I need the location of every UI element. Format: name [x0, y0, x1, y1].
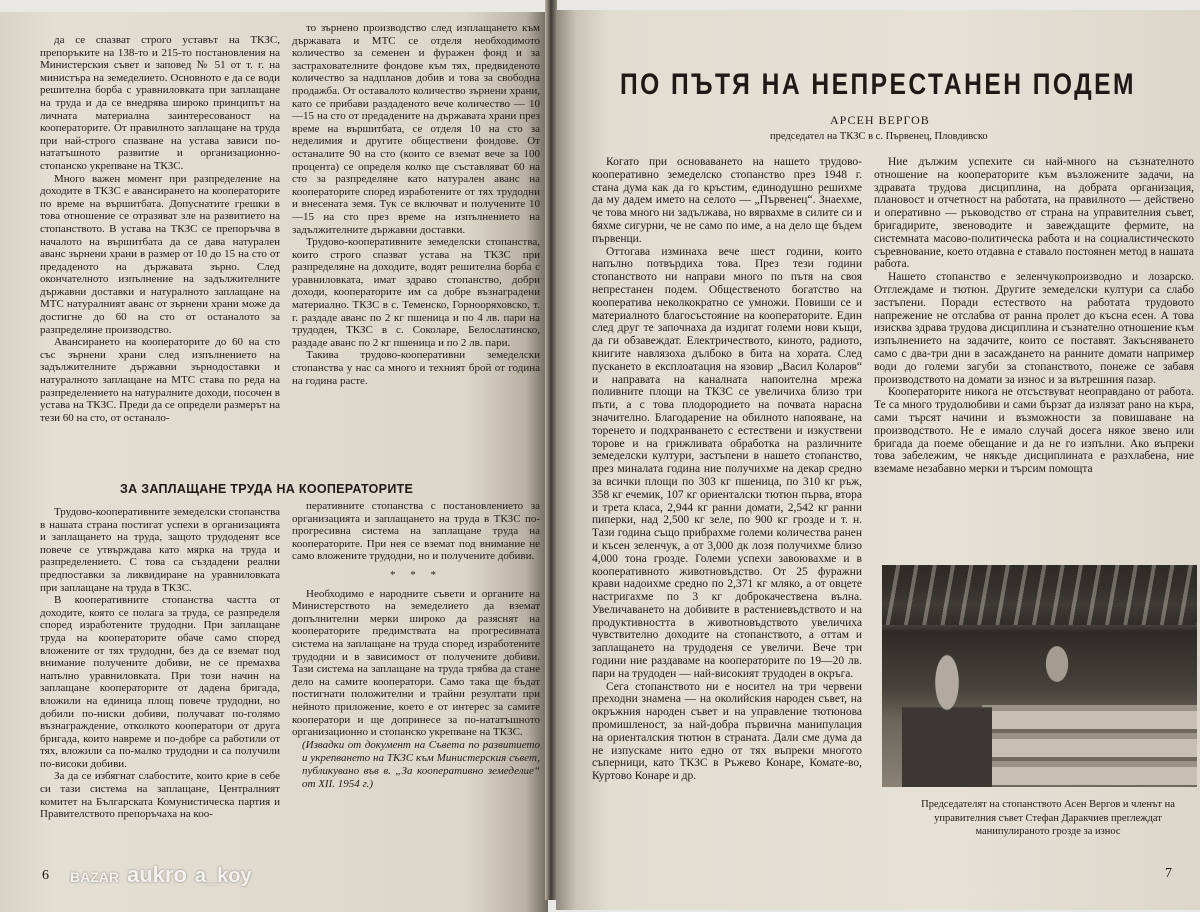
paragraph: Кооператорите никога не отсъствуват неоправдано от работа. Те са много трудолюбиви и сами бързат да излязат рано на къра, сами търсят начини и възможности за повишаване на производството. Не е имало случай досега някое звено или бригада да поеме обещание и да не го изпълни. Ако въпреки това забележим, че някъде дисциплината е разхлабена, ние вземаме незабавно мерки и търсим помощта: [874, 386, 1194, 476]
photo-caption: Председателят на стопанството Асен Вергов и членът на управителния съвет Стефан Даракчиев преглеждат манипулираното грозде за износ: [921, 799, 1175, 837]
paragraph: то зърнено производство след изплащането към държавата и МТС се отделя необходимото количество за семенен и фуражен фонд и за застрахователните фондове към тях, предвиденото количество за надпланов добив и това за свободна продажба. От оставалото количество зърнени храни, като се прибави раздаденото вече количество — 10—15 на сто от предадените на държавата храни през време на вършитбата, се отделя 10 на сто за неделимия и другите обществени фондове. От останалите 90 на сто (които се вземат вече за 100 процента) се определя колко ще съставляват 60 на сто за разпределяне като натурален аванс на кооператорите според изработените от тях трудодни и внесената земя. Тук се включват и получените 10—15 на сто през време на изпълнението на задължителните държавни доставки.: [292, 22, 540, 236]
photo-grape-crates: [982, 705, 1197, 787]
paragraph: Нашето стопанство е зеленчукопроизводно и лозарско. Отглеждаме и тютюн. Другите земеделски култури са слабо застъпени. Поради естеството на работата трудовото напрежение не отслабва от ранна пролет до късна есен. А това изисква здрава трудова дисциплина и съзнателно отношение към изпълнението на задачите, които се поставят. Закъсняването само с два-три дни в засаждането на ранните домати например води до големи загуби за стопанството, понеже се забавя производството на домати за износ и за вътрешния пазар.: [874, 271, 1194, 386]
left-column-1: [40, 34, 280, 424]
watermark-text: aukro: [127, 862, 187, 887]
left-column-3: [40, 506, 280, 821]
paragraph: Такива трудово-кооперативни земеделски стопанства у нас са много и техният брой от година на година расте.: [292, 349, 540, 387]
source-note: (Извадки от документ на Съвета по развитието и укрепването на ТКЗС към Министерския съвет, публикувано във в. „За кооперативно земеделие“ от XII. 1954 г.): [302, 738, 540, 790]
paragraph: В кооперативните стопанства частта от доходите, която се полага за труда, се разпределя според изработените трудодни. При заплащане труда на кооператорите обаче само според вложените от тях трудодни, без да се вземат под внимание получените добиви, не се премахва напълно уравниловката. При този начин на заплащане кооператорите от дадена бригада, вложили на единица площ повече трудодни, но добили по-ниски добиви, получават по-голямо възнаграждение, отколкото кооператори от друга бригада, които навреме и по-добре са работили от тях, вложили са по-малко трудодни и са получили по-високи добиви.: [40, 594, 280, 770]
page-number-left: 6: [42, 868, 49, 883]
article-author: АРСЕН ВЕРГОВ: [830, 113, 930, 127]
paragraph: Необходимо е народните съвети и органите на Министерството на земеделието да вземат допълнителни мерки широко да разяснят на кооператорите предимствата на прогресивната система на заплащане на труда според изработените трудодни и в зависимост от получените добиви. Тази система на заплащане на труда трябва да стане дело на самите кооператори. Само така ще бъдат постигнати положителни и трайни резултати при нейното приложение, което е от интерес за самите кооператори и ще допринесе за по-нататъшното организационно и стопанско укрепване на ТКЗС.: [292, 587, 540, 739]
article-photo: [882, 565, 1197, 787]
author-role: председател на ТКЗС в с. Първенец, Пловдивско: [770, 131, 988, 142]
left-column-2: [292, 22, 540, 387]
watermark: [70, 862, 285, 896]
watermark-text: a_koy: [194, 865, 252, 887]
watermark-text: BAZAR: [70, 869, 119, 885]
section-separator: * * *: [390, 568, 442, 581]
paragraph: Ние дължим успехите си най-много на съзнателното отношение на кооператорите към възложените задачи, на здравата трудова дисциплина, на добрата организация, плановост и отчетност на работата, на правилното — действено и оперативно — ръководство от страна на управителния съвет, бригадирите, звеноводите и завеждащите фермите, на системната масово-политическа работа и на социалистическото съревнование, което отдавна е ставало постоянен метод в нашата работа.: [874, 156, 1194, 271]
paragraph: да се спазват строго уставът на ТКЗС, препоръките на 138-то и 215-то постановления на Министерския съвет и заповед № 51 от т. г. на министъра на земеделието. Основното е да се води решителна борба с уравниловката при заплащане на труда и да се внедрява широко принципът на личната материална заинтересованост на кооператорите. От правилното заплащане на труда при най-строго спазване на устава зависи по-нататъшното развитие и организационно-стопанско укрепване на ТКЗС.: [40, 34, 280, 172]
paragraph: Много важен момент при разпределение на доходите в ТКЗС е авансирането на кооператорите по време на вършитбата. Допуснатите грешки в това отношение се отразяват зле на развитието на стопанството. В устава на ТКЗС се препоръчва в началото на вършитбата да се дава натурален аванс зърнени храни в размер от 10 до 15 на сто от предаденото на държавата зърно. След окончателното изпълнение на задължителните държавни доставки и натуралното заплащане на МТС натуралният аванс от зърнени храни може да достигне до 60 на сто от останалото за разпределяне производство.: [40, 172, 280, 336]
photo-person: [902, 653, 992, 787]
right-column-1: [592, 156, 862, 783]
paragraph: За да се избягнат слабостите, които крие в себе си тази система на заплащане, Централният комитет на Българската Комунистическа партия и Правителството препоръчаха на коо-: [40, 770, 280, 821]
photo-shed-roof: [882, 565, 1197, 625]
paragraph: Оттогава изминаха вече шест години, които напълно потвърдиха това. През тези години стопанството ни направи много по пътя на своя непрестанен подем. Общественото богатство на кооператива неколкократно се умножи. Повиши се и материалното благосъстояние на кооператорите. Един след друг те започнаха да издигат големи нови къщи, да ги обзавеждат. Електричеството, киното, радиото, книгите навлязоха дълбоко в бита на хората. След пускането в експлоатация на язовир „Васил Коларов“ и направата на каналната напоителна мрежа поливните площи на ТКЗС се увеличиха близо три пъти, а с това плодородието на почвата нарасна значително. Благодарение на обилното напояване, на торенето и подхранването с естествени и изкуствени торове и на грижливата обработка на различните земеделски култури, застъпени в нашето стопанство, през миналата година ние получихме на декар средно за всички площи по 303 кг пшеница, по 310 кг ръж, 358 кг ечемик, 107 кг ориенталски тютюн първа, втора и трета класа, 2,944 кг ранни домати, 2,542 кг ранни пиперки, над 2,500 кг зеле, по 900 кг грозде и т. н. Тази година също прибрахме големи количества ранен и късен зеленчук, а от 3,000 дк лозя получихме близо 4,000 тона грозде. Големи успехи завоювахме и в кооперативното животновъдство. От 25 фуражни крави надоихме средно по 2,371 кг мляко, а от овцете настригахме по 3 кг доброкачествена вълна. Увеличаването на добивите в растениевъдството и на продуктивността в животновъдството увеличиха чувствително доходите на стопанството, а оттам и заплащането на трудоденя се увеличи. Вече три години ние раздаваме на кооператорите по 19—20 лв. пари на трудоден — най-високият трудоден в окръга.: [592, 245, 862, 680]
article-title: ПО ПЪТЯ НА НЕПРЕСТАНЕН ПОДЕМ: [620, 68, 1136, 101]
right-column-2: [874, 156, 1194, 476]
paragraph: Авансирането на кооператорите до 60 на сто със зърнени храни след изпълнението на задължителните държавни зърнодоставки и натуралното заплащане на МТС става по реда на разпределението на натуралните доходи, посочен в устава на ТКЗС. Преди да се определи размерът на тези 60 на сто, от останало-: [40, 336, 280, 424]
paragraph: Когато при основаването на нашето трудово-кооперативно земеделско стопанство през 1948 г. стана дума как да го кръстим, единодушно решихме да му дадем името на селото — „Първенец“. Знаехме, че това много ни задължава, но вярвахме в силите си и бяхме сигурни, че не само по име, а на дело ще бъдем първенци.: [592, 156, 862, 245]
page-number-right: 7: [1165, 866, 1172, 881]
section-heading: ЗА ЗАПЛАЩАНЕ ТРУДА НА КООПЕРАТОРИТЕ: [120, 482, 414, 496]
paragraph: перативните стопанства с постановлението за организацията и заплащането на труда в ТКЗС по-прогресивна система на заплащане труда на кооператорите. При нея се вземат под внимание не само вложените трудодни, но и получените добиви.: [292, 500, 540, 563]
paragraph: Трудово-кооперативните земеделски стопанства, които строго спазват устава на ТКЗС при разпределяне на доходите, водят решителна борба с уравниловката, имат здраво стопанство, добри доходи, кооператорите им са добре възнаградени материално. ТКЗС в с. Теменско, Горнооряховско, т. г. раздаде аванс по 2 кг пшеница и по 4 лв. пари на трудоден, ТКЗС в с. Соколаре, Белослатинско, раздаде аванс по 2 кг пшеница и по 2 лв. пари.: [292, 236, 540, 349]
paragraph: Сега стопанството ни е носител на три червени преходни знамена — на околийския народен съвет, на окръжния народен съвет и на управление тютюнова промишленост, за най-добра първична манипулация на ориенталския тютюн в страната. Дали сме дума да не изпускаме нито едно от тях въпреки многото съперници, като ТКЗС в Ръжево Конаре, Комате-во, Куртово Конаре и др.: [592, 680, 862, 783]
paragraph: Трудово-кооперативните земеделски стопанства в нашата страна постигат успехи в организацията и заплащането на труда, защото трудоденят все повече се утвърждава като мярка на труда и разпределението. С това са създадени реални предпоставки за ликвидиране на уравниловката при заплащане на труда в ТКЗС.: [40, 506, 280, 594]
left-column-4: [292, 500, 540, 791]
